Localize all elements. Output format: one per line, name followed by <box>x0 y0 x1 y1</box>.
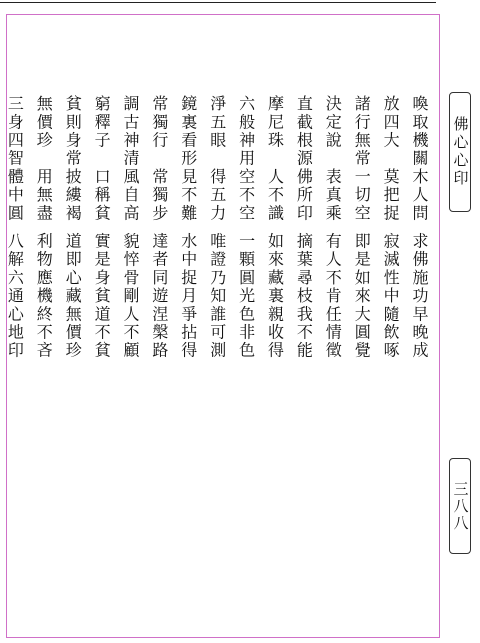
verse-column <box>5 95 25 360</box>
verse-column <box>151 95 167 360</box>
section-title: 佛心心印 <box>451 116 470 188</box>
verse-column <box>180 95 196 360</box>
verse-line-upper: 喚取機關木人問 <box>410 95 429 223</box>
verse-line-lower: 達者同遊涅槃路 <box>149 232 169 360</box>
verse-line-upper: 無價珍 用無盡 <box>34 95 54 223</box>
verse-line-upper: 調古神清風自高 <box>121 95 140 223</box>
verse-column <box>92 95 112 360</box>
verse-column <box>267 95 283 360</box>
verse-column <box>34 95 54 360</box>
verse-line-lower: 利物應機終不吝 <box>34 232 54 360</box>
verse-column <box>122 95 138 360</box>
verse-column <box>63 95 83 360</box>
verse-column <box>238 95 254 360</box>
verse-column <box>411 95 427 360</box>
verse-line-upper: 放四大 莫把捉 <box>381 95 401 223</box>
verse-line-upper: 淨五眼 得五力 <box>207 95 227 223</box>
verse-line-lower: 有人不肯任情徵 <box>323 232 343 360</box>
verse-line-upper: 常獨行 常獨步 <box>149 95 169 223</box>
verse-line-lower: 水中捉月爭拈得 <box>178 232 198 360</box>
verse-column <box>323 95 343 360</box>
verse-line-lower: 貌悴骨剛人不顧 <box>121 232 140 360</box>
verse-line-upper: 摩尼珠 人不識 <box>265 95 285 223</box>
verse-line-lower: 道即心藏無價珍 <box>63 232 83 360</box>
verse-line-lower: 實是身貧道不貧 <box>92 232 112 360</box>
verse-column <box>381 95 401 360</box>
verse-line-lower: 摘葉尋枝我不能 <box>294 232 314 360</box>
verse-line-upper: 六般神用空不空 <box>236 95 256 223</box>
verse-line-lower: 一顆圓光色非色 <box>236 232 256 360</box>
verse-line-upper: 貧則身常披縷褐 <box>63 95 83 223</box>
top-rule <box>0 2 436 3</box>
verse-line-upper: 鏡裏看形見不難 <box>178 95 198 223</box>
verse-column <box>352 95 372 360</box>
verse-line-upper: 直截根源佛所印 <box>294 95 314 223</box>
page-number-tab <box>449 458 471 554</box>
page-number: 三八八 <box>451 480 470 532</box>
verse-column <box>294 95 314 360</box>
verse-line-upper: 決定說 表真乘 <box>323 95 343 223</box>
verse-line-lower: 如來藏裏親收得 <box>265 232 285 360</box>
verse-line-lower: 求佛施功早晚成 <box>410 232 429 360</box>
section-title-tab <box>449 92 471 212</box>
verse-line-upper: 窮釋子 口稱貧 <box>92 95 112 223</box>
verse-line-lower: 八解六通心地印 <box>5 232 25 360</box>
page-frame <box>6 14 440 638</box>
verse-line-lower: 寂滅性中隨飲啄 <box>381 232 401 360</box>
verse-text-block <box>7 95 441 455</box>
verse-line-upper: 諸行無常一切空 <box>352 95 372 223</box>
verse-line-lower: 即是如來大圓覺 <box>352 232 372 360</box>
verse-column <box>209 95 225 360</box>
verse-line-upper: 三身四智體中圓 <box>5 95 25 223</box>
verse-line-lower: 唯證乃知誰可測 <box>207 232 227 360</box>
